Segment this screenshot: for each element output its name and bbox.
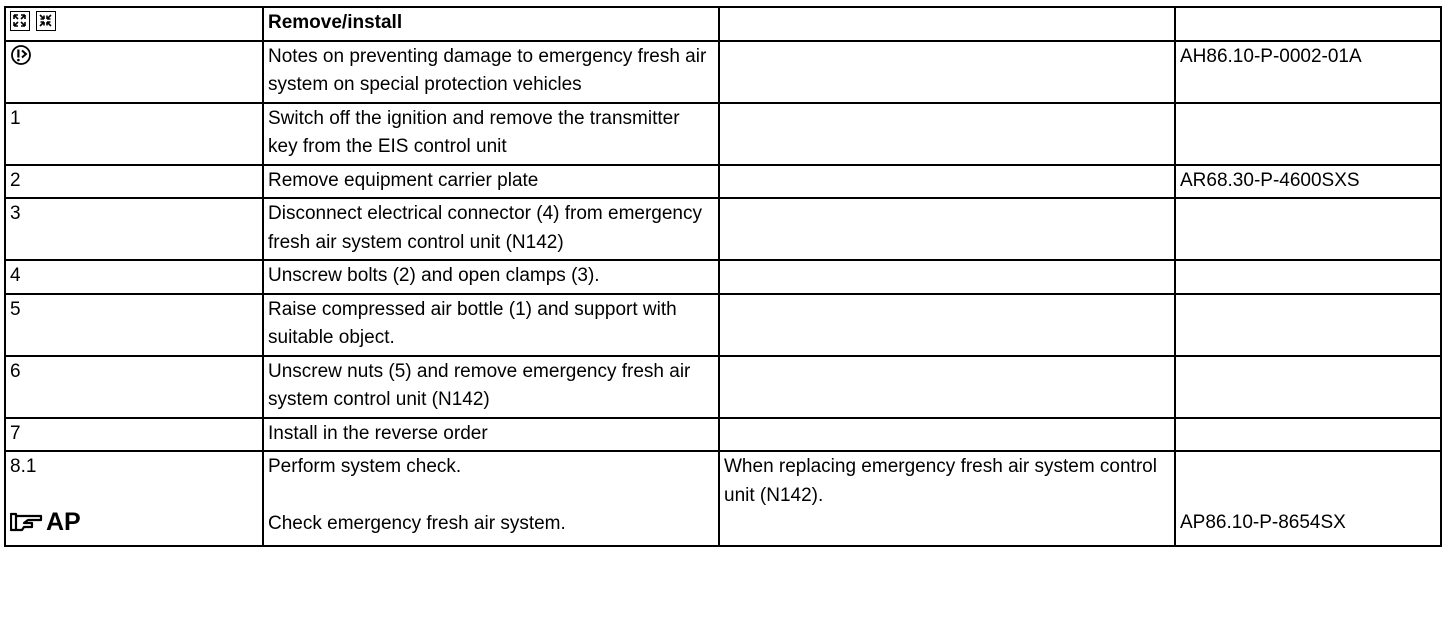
step-number: 1 — [5, 103, 263, 165]
step-condition: When replacing emergency fresh air system control unit (N142). — [719, 451, 1175, 546]
step-condition — [719, 260, 1175, 294]
table-row — [5, 260, 1441, 294]
table-row — [5, 294, 1441, 356]
step-text: Switch off the ignition and remove the transmitter key from the EIS control unit — [263, 103, 719, 165]
step-reference-link[interactable] — [1175, 198, 1441, 260]
step-text: Remove equipment carrier plate — [263, 165, 719, 199]
step-number: 6 — [5, 356, 263, 418]
ap-pointer-icon[interactable] — [10, 508, 81, 537]
header-title: Remove/install — [263, 7, 719, 41]
header-ref-cell — [1175, 7, 1441, 41]
step-number: 7 — [5, 418, 263, 452]
step-number: 5 — [5, 294, 263, 356]
step-reference-link[interactable]: AR68.30-P-4600SXS — [1175, 165, 1441, 199]
notice-icon[interactable] — [10, 44, 32, 66]
step-text: Perform system check. — [268, 456, 462, 477]
step-number: 2 — [5, 165, 263, 199]
step-text: Raise compressed air bottle (1) and support with suitable object. — [263, 294, 719, 356]
step-text: Notes on preventing damage to emergency fresh air system on special protection vehicles — [263, 41, 719, 103]
step-text-cell — [263, 451, 719, 546]
header-row — [5, 7, 1441, 41]
step-condition — [719, 103, 1175, 165]
table-row — [5, 165, 1441, 199]
step-condition — [719, 41, 1175, 103]
step-cell — [5, 41, 263, 103]
table-row — [5, 198, 1441, 260]
expand-icon[interactable] — [10, 11, 30, 31]
ap-label: AP — [46, 507, 81, 536]
step-reference-link[interactable]: AH86.10-P-0002-01A — [1175, 41, 1441, 103]
header-icons-cell — [5, 7, 263, 41]
step-reference-link[interactable]: AP86.10-P-8654SX — [1180, 512, 1346, 533]
step-number: 4 — [5, 260, 263, 294]
step-subtext: Check emergency fresh air system. — [268, 512, 566, 534]
step-reference-link[interactable] — [1175, 294, 1441, 356]
step-number: 8.1 — [10, 456, 37, 477]
header-condition-cell — [719, 7, 1175, 41]
table-row — [5, 418, 1441, 452]
step-text: Disconnect electrical connector (4) from emergency fresh air system control unit (N142) — [263, 198, 719, 260]
step-condition — [719, 165, 1175, 199]
step-text: Unscrew nuts (5) and remove emergency fresh air system control unit (N142) — [263, 356, 719, 418]
table-row — [5, 451, 1441, 546]
collapse-icon[interactable] — [36, 11, 56, 31]
table-row — [5, 103, 1441, 165]
step-condition — [719, 418, 1175, 452]
step-text: Install in the reverse order — [263, 418, 719, 452]
table-row — [5, 356, 1441, 418]
step-condition — [719, 198, 1175, 260]
procedure-table — [4, 6, 1442, 547]
step-reference-link[interactable] — [1175, 356, 1441, 418]
step-condition — [719, 294, 1175, 356]
step-number: 3 — [5, 198, 263, 260]
step-reference-link[interactable] — [1175, 260, 1441, 294]
step-reference-link[interactable] — [1175, 418, 1441, 452]
table-row — [5, 41, 1441, 103]
step-cell — [5, 451, 263, 546]
step-ref-cell — [1175, 451, 1441, 546]
step-reference-link[interactable] — [1175, 103, 1441, 165]
step-text: Unscrew bolts (2) and open clamps (3). — [263, 260, 719, 294]
step-condition — [719, 356, 1175, 418]
